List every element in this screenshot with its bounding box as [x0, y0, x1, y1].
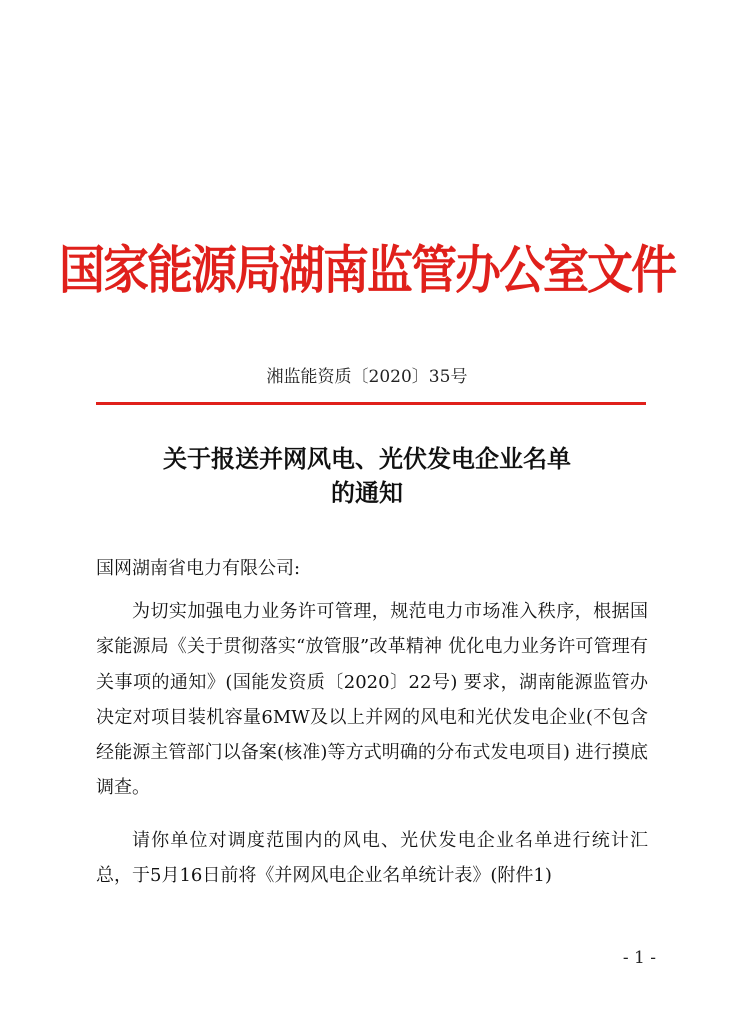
page-number: - 1 - — [622, 948, 656, 968]
red-divider-line — [96, 402, 646, 405]
title-line-1: 关于报送并网风电、光伏发电企业名单 — [163, 444, 571, 473]
body-paragraph-1: 为切实加强电力业务许可管理，规范电力市场准入秩序，根据国家能源局《关于贯彻落实“放管服”改革精神 优化电力业务许可管理有关事项的通知》(国能发资质〔2020〕22号) 要求，湖南能源监管办决定对项目装机容量6MW及以上并网的风电和光伏发电企业(不包含经能源主管部门以备案(核准)等方式明确的分布式发电项目) 进行摸底调查。 — [96, 601, 648, 799]
title-line-2: 的通知 — [331, 478, 403, 507]
body-paragraph-2: 请你单位对调度范围内的风电、光伏发电企业名单进行统计汇总，于5月16日前将《并网风电企业名单统计表》(附件1) — [96, 830, 648, 887]
document-number: 湘监能资质〔2020〕35号 — [266, 367, 468, 387]
issuing-organization-header: 国家能源局湖南监管办公室文件 — [59, 239, 675, 301]
document-title — [0, 442, 734, 510]
addressee: 国网湖南省电力有限公司: — [96, 558, 301, 579]
